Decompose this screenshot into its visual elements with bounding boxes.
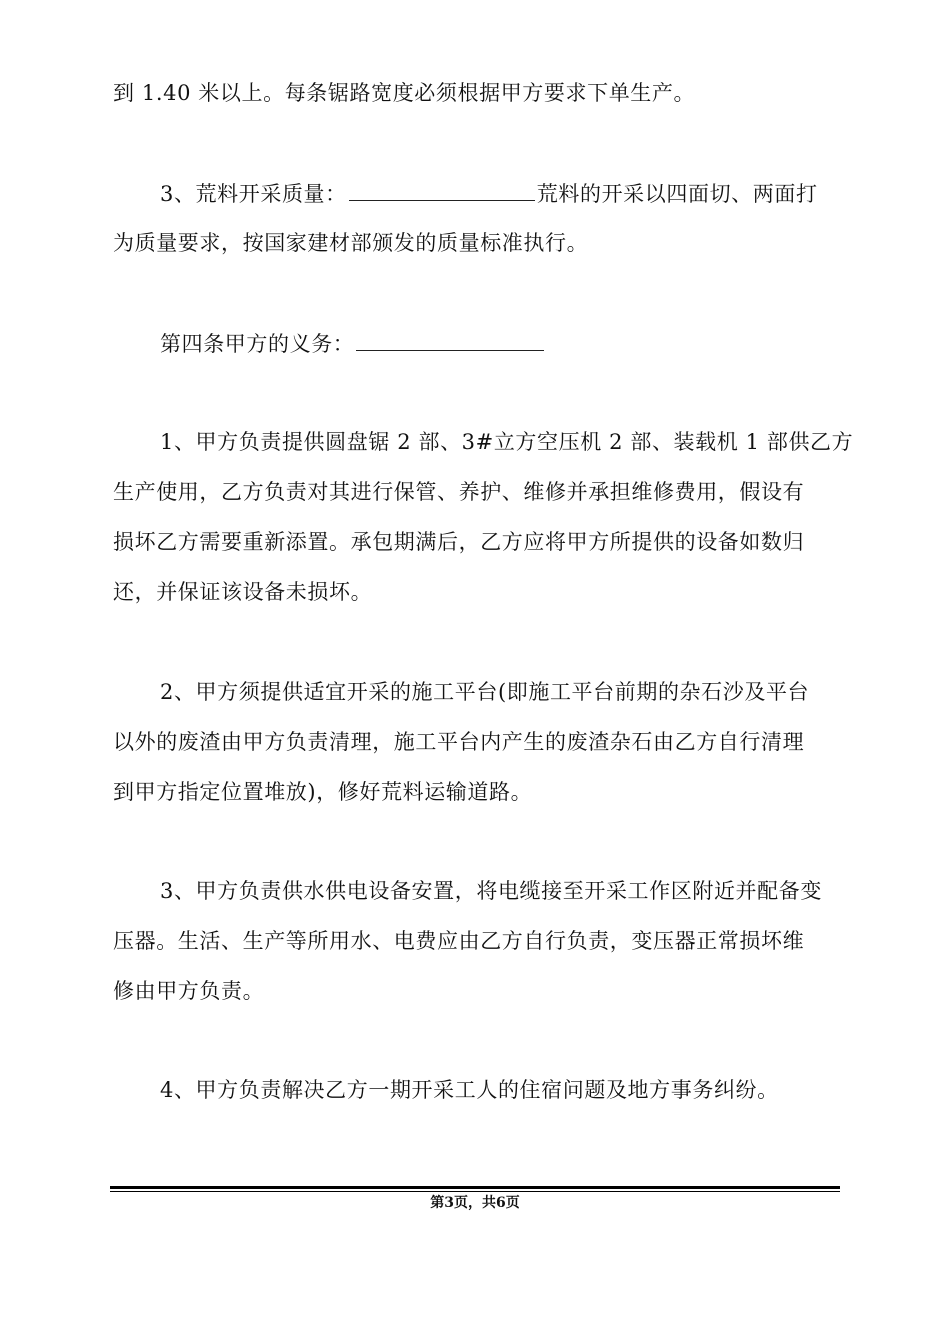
footer-prefix: 第 [430,1195,445,1211]
paragraph-line: 到甲方指定位置堆放)，修好荒料运输道路。 [113,780,533,804]
paragraph-text: 第四条甲方的义务： [160,332,355,356]
fill-in-blank [356,328,544,351]
paragraph-line: 3、甲方负责供水供电设备安置，将电缆接至开采工作区附近并配备变 [160,879,822,903]
fill-in-blank [349,178,535,201]
paragraph-line: 生产使用，乙方负责对其进行保管、养护、维修并承担维修费用，假设有 [113,480,805,504]
total-pages-number: 6 [496,1195,506,1211]
footer-rule-thick [110,1186,840,1189]
paragraph-line: 还，并保证该设备未损坏。 [113,580,373,604]
paragraph-line: 修由甲方负责。 [113,979,265,1003]
footer-rule-thin [110,1191,840,1192]
paragraph-line: 压器。生活、生产等所用水、电费应由乙方自行负责，变压器正常损坏维 [113,929,805,953]
paragraph-line [160,178,818,209]
section-heading [160,328,546,359]
paragraph-line: 1、甲方负责提供圆盘锯 2 部、3#立方空压机 2 部、装载机 1 部供乙方 [160,430,854,454]
paragraph-line: 到 1.40 米以上。每条锯路宽度必须根据甲方要求下单生产。 [113,81,696,105]
paragraph-line: 为质量要求，按国家建材部颁发的质量标准执行。 [113,231,589,255]
paragraph-line: 4、甲方负责解决乙方一期开采工人的住宿问题及地方事务纠纷。 [160,1078,779,1102]
page-footer [0,1193,950,1213]
paragraph-line: 2、甲方须提供适宜开采的施工平台(即施工平台前期的杂石沙及平台 [160,680,810,704]
paragraph-line: 损坏乙方需要重新添置。承包期满后，乙方应将甲方所提供的设备如数归 [113,530,805,554]
footer-middle: 页，共 [454,1195,496,1211]
paragraph-text: 荒料的开采以四面切、两面打 [536,182,818,206]
paragraph-text: 3、荒料开采质量： [160,182,347,206]
footer-suffix: 页 [505,1195,520,1211]
current-page-number: 3 [444,1195,454,1211]
paragraph-line: 以外的废渣由甲方负责清理，施工平台内产生的废渣杂石由乙方自行清理 [113,730,805,754]
